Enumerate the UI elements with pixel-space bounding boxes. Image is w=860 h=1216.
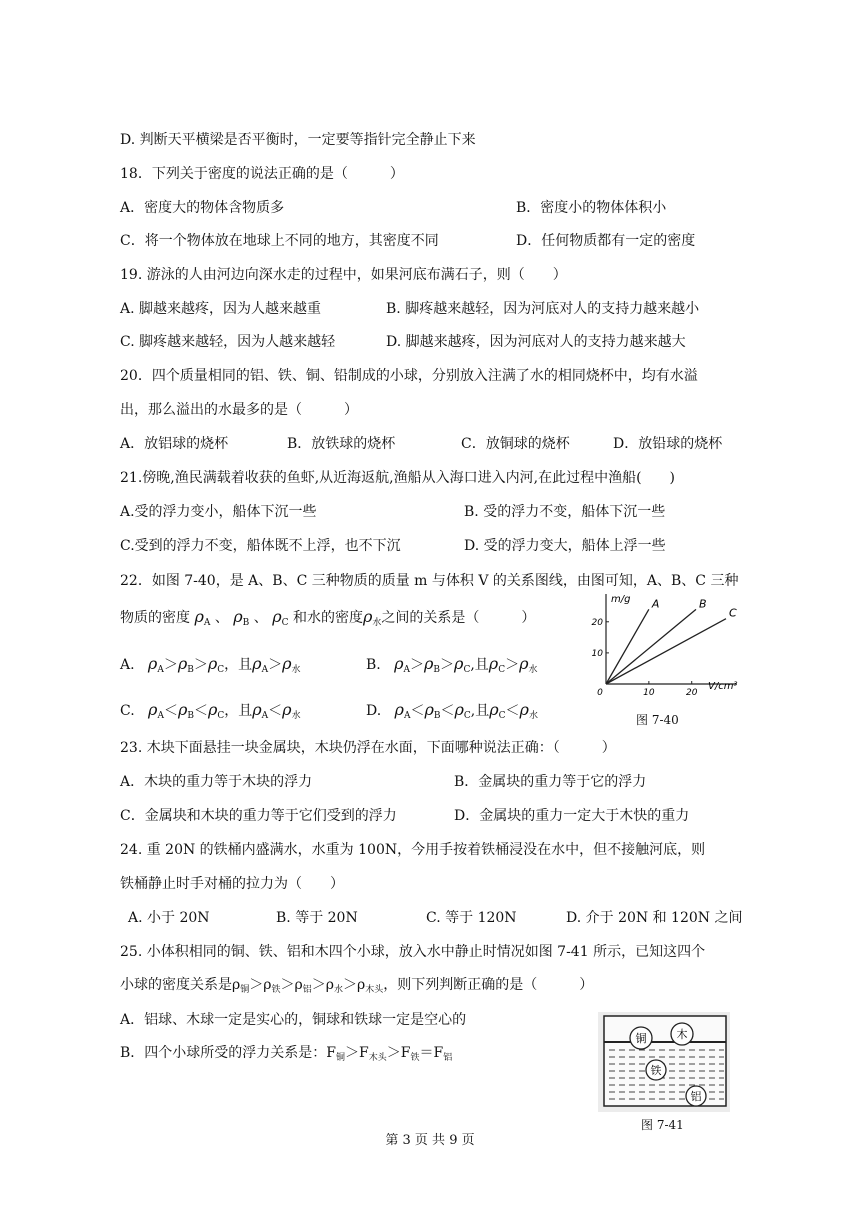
q21-option-a: A.受的浮力变小，船体下沉一些: [120, 504, 317, 520]
x-tick-label: 20: [685, 688, 698, 696]
q19-option-a: A. 脚越来越疼，因为人越来越重: [120, 301, 322, 317]
q25-stem-line1: 25. 小体积相同的铜、铁、铝和木四个小球，放入水中静止时情况如图 7-41 所示，已知这四个: [120, 944, 706, 960]
q18-option-a: A．密度大的物体含物质多: [120, 200, 285, 216]
figure-7-41-caption: 图 7-41: [641, 1118, 684, 1132]
q21-option-d: D. 受的浮力变大，船体上浮一些: [464, 538, 666, 554]
q23-stem: 23. 木块下面悬挂一块金属块，木块仍浮在水面，下面哪种说法正确：（ ）: [120, 740, 616, 756]
q22-option-b: B. $\rho_A>\rho_B>\rho_C$,且$\rho_C>\rho_水$: [366, 654, 538, 675]
q20-option-a: A．放铝球的烧杯: [120, 436, 229, 452]
q24-stem-line1: 24. 重 20N 的铁桶内盛满水，水重为 100N，今用手按着铁桶浸没在水中，但不接触河底，则: [120, 842, 706, 858]
q22-option-d: D. $\rho_A<\rho_B<\rho_C$,且$\rho_C<\rho_水$: [366, 700, 538, 721]
q21-stem: 21.傍晚,渔民满载着收获的鱼虾,从近海返航,渔船从入海口进入内河,在此过程中渔船( ): [120, 470, 675, 486]
q25-option-a: A．铝球、木球一定是实心的，铜球和铁球一定是空心的: [120, 1012, 467, 1028]
series-label-A: A: [651, 597, 660, 611]
q18-option-d: D．任何物质都有一定的密度: [516, 233, 696, 249]
figure-7-40-chart: [590, 592, 750, 696]
q18-option-c: C．将一个物体放在地球上不同的地方，其密度不同: [120, 233, 439, 249]
q23-option-c: C．金属块和木块的重力等于它们受到的浮力: [120, 808, 397, 824]
svg-text:铜: 铜: [635, 1032, 647, 1045]
q21-option-c: C.受到的浮力不变，船体既不上浮，也不下沉: [120, 538, 401, 554]
q20-stem-line1: 20．四个质量相同的铝、铁、铜、铅制成的小球，分别放入注满了水的相同烧杯中，均有水溢: [120, 368, 698, 384]
ball-copper: [630, 1027, 652, 1049]
q22-option-a: A. $\rho_A>\rho_B>\rho_C$，且$\rho_A>\rho_水$: [120, 654, 301, 675]
ball-aluminum: [686, 1086, 706, 1106]
page-number-footer: 第 3 页 共 9 页: [385, 1133, 475, 1148]
q23-option-b: B．金属块的重力等于它的浮力: [454, 774, 647, 790]
x-tick-label: 10: [643, 688, 655, 696]
q23-option-a: A．木块的重力等于木块的浮力: [120, 774, 313, 790]
q19-option-d: D. 脚越来越疼，因为河底对人的支持力越来越大: [386, 334, 686, 350]
y-tick-label: 10: [591, 648, 603, 659]
q18-stem: 18．下列关于密度的说法正确的是（ ）: [120, 166, 404, 182]
q20-option-c: C．放铜球的烧杯: [461, 436, 570, 452]
q24-option-a: A. 小于 20N: [128, 910, 210, 926]
q21-option-b: B. 受的浮力不变，船体下沉一些: [464, 504, 666, 520]
figure-7-40-caption: 图 7-40: [636, 713, 679, 727]
series-label-C: C: [729, 606, 737, 620]
series-line-B: [606, 609, 696, 684]
q24-option-b: B. 等于 20N: [276, 910, 358, 926]
figure-7-41-diagram: [598, 1012, 730, 1112]
svg-text:铁: 铁: [650, 1064, 662, 1077]
q19-option-c: C. 脚疼越来越轻，因为人越来越轻: [120, 334, 336, 350]
y-axis-label: m/g: [611, 594, 631, 605]
q20-option-d: D．放铅球的烧杯: [613, 436, 723, 452]
q25-option-b: B．四个小球所受的浮力关系是：$F_铜>F_{木头}>F_铁=F_铝$: [120, 1045, 453, 1063]
q24-option-d: D. 介于 20N 和 120N 之间: [566, 910, 743, 926]
svg-text:铝: 铝: [690, 1090, 702, 1103]
x-tick-label: 0: [597, 688, 603, 696]
q24-stem-line2: 铁桶静止时手对桶的拉力为（ ）: [120, 876, 344, 892]
q22-option-c: C. $\rho_A<\rho_B<\rho_C$，且$\rho_A<\rho_水$: [120, 700, 301, 721]
series-line-C: [606, 619, 726, 684]
ball-iron: [646, 1060, 666, 1080]
q25-stem-line2: 小球的密度关系是$\rho_铜>\rho_铁>\rho_铝>\rho_水>\rho_{木头}$，则下列判断正确的是（ ）: [120, 977, 594, 995]
q19-stem: 19. 游泳的人由河边向深水走的过程中，如果河底布满石子，则（ ）: [120, 267, 567, 283]
series-label-B: B: [699, 597, 707, 611]
q22-stem-line2: 物质的密度 $\rho_A$ 、 $\rho_B$ 、 $\rho_C$ 和水的密度$\rho_水$之间的关系是（ ）: [120, 607, 536, 628]
q23-option-d: D．金属块的重力一定大于木快的重力: [454, 808, 690, 824]
q17-option-d: D. 判断天平横梁是否平衡时，一定要等指针完全静止下来: [120, 132, 476, 148]
q20-stem-line2: 出，那么溢出的水最多的是（ ）: [120, 402, 358, 418]
ball-wood: [671, 1023, 693, 1045]
q24-option-c: C. 等于 120N: [426, 910, 517, 926]
y-tick-label: 20: [591, 617, 603, 628]
svg-text:木: 木: [676, 1028, 688, 1041]
q22-stem-line1: 22．如图 7-40，是 A、B、C 三种物质的质量 m 与体积 V 的关系图线，由图可知，A、B、C 三种: [120, 573, 739, 589]
q19-option-b: B. 脚疼越来越轻，因为河底对人的支持力越来越小: [386, 301, 700, 317]
x-axis-label: V/cm³: [708, 681, 738, 692]
q20-option-b: B．放铁球的烧杯: [287, 436, 396, 452]
q18-option-b: B．密度小的物体体积小: [516, 200, 667, 216]
